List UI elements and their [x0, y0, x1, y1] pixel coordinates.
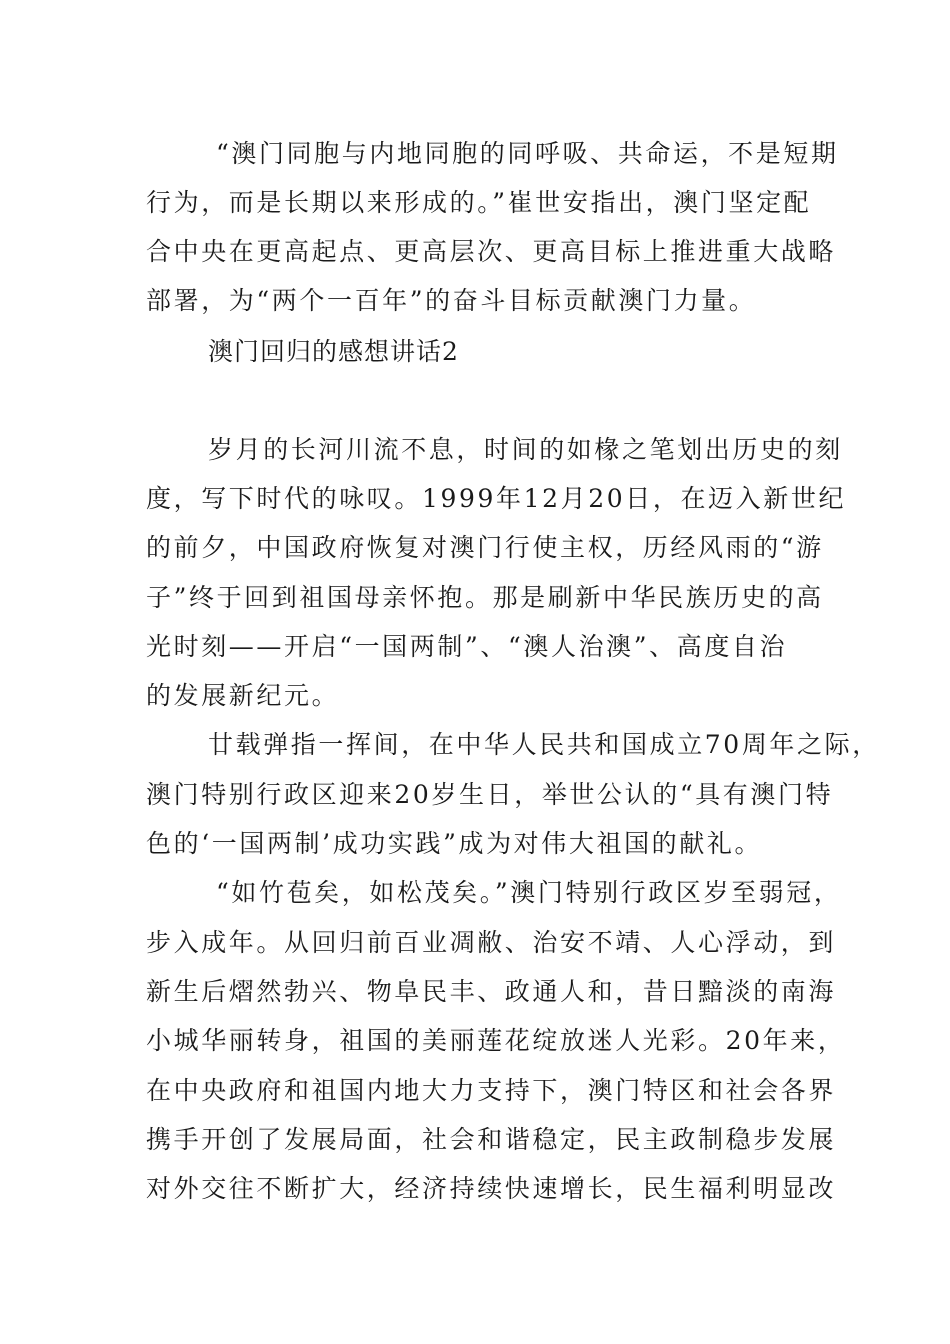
section-heading: 澳门回归的感想讲话2 [208, 337, 459, 366]
paragraph-line: 的发展新纪元。 [146, 681, 340, 710]
paragraph-line: 步入成年。从回归前百业凋敝、治安不靖、人心浮动，到 [146, 928, 837, 957]
paragraph-line: 色的‘一国两制’成功实践”成为对伟大祖国的献礼。 [146, 829, 763, 858]
paragraph-line: 行为，而是长期以来形成的。”崔世安指出，澳门坚定配 [146, 188, 812, 217]
paragraph-line: 岁月的长河川流不息，时间的如椽之笔划出历史的刻 [208, 435, 843, 464]
paragraph-line: 部署，为“两个一百年”的奋斗目标贡献澳门力量。 [146, 286, 757, 315]
paragraph-line: 新生后熠然勃兴、物阜民丰、政通人和，昔日黯淡的南海 [146, 977, 837, 1006]
paragraph-line: 的前夕，中国政府恢复对澳门行使主权，历经风雨的“游 [146, 533, 824, 562]
paragraph-line: 合中央在更高起点、更高层次、更高目标上推进重大战略 [146, 237, 837, 266]
paragraph-line: 度，写下时代的咏叹。1999年12月20日，在迈入新世纪 [146, 484, 847, 513]
paragraph-line: 子”终于回到祖国母亲怀抱。那是刷新中华民族历史的高 [146, 583, 824, 612]
paragraph-line: 小城华丽转身，祖国的美丽莲花绽放迷人光彩。20年来， [146, 1026, 846, 1055]
paragraph-line: 携手开创了发展局面，社会和谐稳定，民主政制稳步发展 [146, 1125, 837, 1154]
paragraph-line: “澳门同胞与内地同胞的同呼吸、共命运，不是短期 [216, 139, 839, 168]
paragraph-line: 光时刻——开启“一国两制”、“澳人治澳”、高度自治 [146, 632, 788, 661]
paragraph-line: 对外交往不断扩大，经济持续快速增长，民生福利明显改 [146, 1174, 837, 1203]
paragraph-line: 在中央政府和祖国内地大力支持下，澳门特区和社会各界 [146, 1076, 837, 1105]
paragraph-line: 廿载弹指一挥间，在中华人民共和国成立70周年之际， [208, 730, 880, 759]
paragraph-line: 澳门特别行政区迎来20岁生日，举世公认的“具有澳门特 [146, 780, 834, 809]
paragraph-line: “如竹苞矣，如松茂矣。”澳门特别行政区岁至弱冠， [216, 878, 842, 907]
